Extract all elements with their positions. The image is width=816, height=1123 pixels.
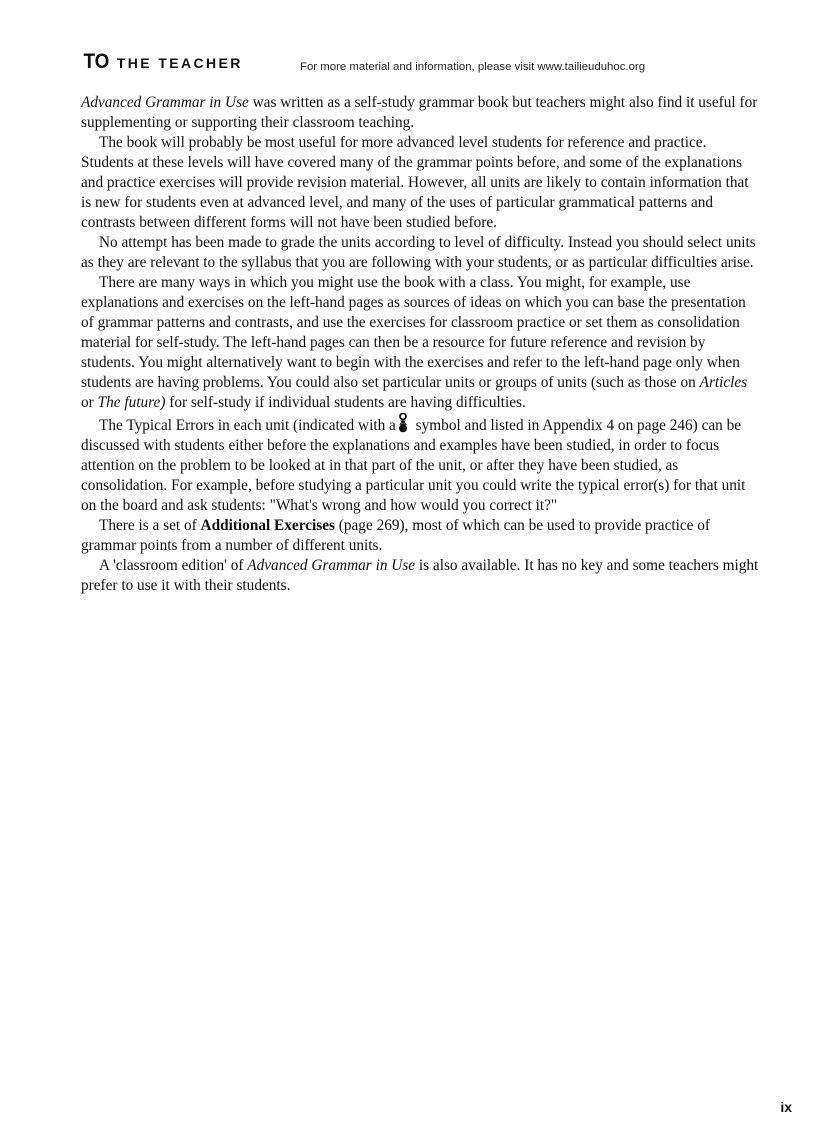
- unit-group-future: The future): [97, 394, 166, 411]
- paragraph-typical-errors: The Typical Errors in each unit (indicated with a symbol and listed in Appendix 4 on page 246) can be discussed with students either before the explanations and examples have been studied, in order to focus attention on the problem to be looked at in that part of the unit, or after they have been studied, as consolidation. For example, before studying a particular unit you could write the typical error(s) for that unit on the board and ask students: "What's wrong and how would you correct it?": [81, 413, 761, 516]
- paragraph-intro: Advanced Grammar in Use was written as a self-study grammar book but teachers might also find it useful for supplementing or supporting their classroom teaching.: [81, 94, 758, 131]
- unit-group-articles: Articles: [699, 374, 748, 391]
- additional-exercises-label: Additional Exercises: [200, 517, 335, 534]
- page-title-lead: TO: [83, 50, 110, 73]
- paragraph-classroom-edition: A 'classroom edition' of Advanced Grammar in Use is also available. It has no key and some teachers might prefer to use it with their students.: [81, 557, 759, 594]
- page-title: [82, 50, 243, 74]
- page-number: ix: [780, 1099, 792, 1115]
- typical-error-icon: [396, 413, 410, 433]
- book-title: Advanced Grammar in Use: [247, 557, 416, 574]
- page-title-rest: THE TEACHER: [116, 55, 243, 71]
- paragraph-grading: No attempt has been made to grade the units according to level of difficulty. Instead you should select units as they are relevant to the syllabus that you are following with your students, or as particular difficulties arise.: [81, 234, 756, 271]
- paragraph-audience: The book will probably be most useful for more advanced level students for reference and practice. Students at these levels will have covered many of the grammar points before, and some of the explanations and practice exercises will provide revision material. However, all units are likely to contain information that is new for students even at advanced level, and many of the uses of particular grammatical patterns and contrasts between different forms will not have been studied before.: [81, 134, 749, 231]
- body-text: [81, 93, 761, 596]
- book-title: Advanced Grammar in Use: [81, 94, 249, 111]
- website-note: For more material and information, please visit www.tailieuduhoc.org: [300, 61, 646, 73]
- page-header: [82, 50, 772, 76]
- paragraph-additional-exercises: There is a set of Additional Exercises (page 269), most of which can be used to provide practice of grammar points from a number of different units.: [81, 517, 711, 554]
- paragraph-classroom-use: There are many ways in which you might use the book with a class. You might, for example, use explanations and exercises on the left-hand pages as sources of ideas on which you can base the presentation of grammar patterns and contrasts, and use the exercises for classroom practice or set them as consolidation material for self-study. The left-hand pages can then be a resource for future reference and revision by students. You might alternatively want to begin with the exercises and refer to the left-hand page only when students are having problems. You could also set particular units or groups of units (such as those on Articles or The future) for self-study if individual students are having difficulties.: [81, 274, 748, 411]
